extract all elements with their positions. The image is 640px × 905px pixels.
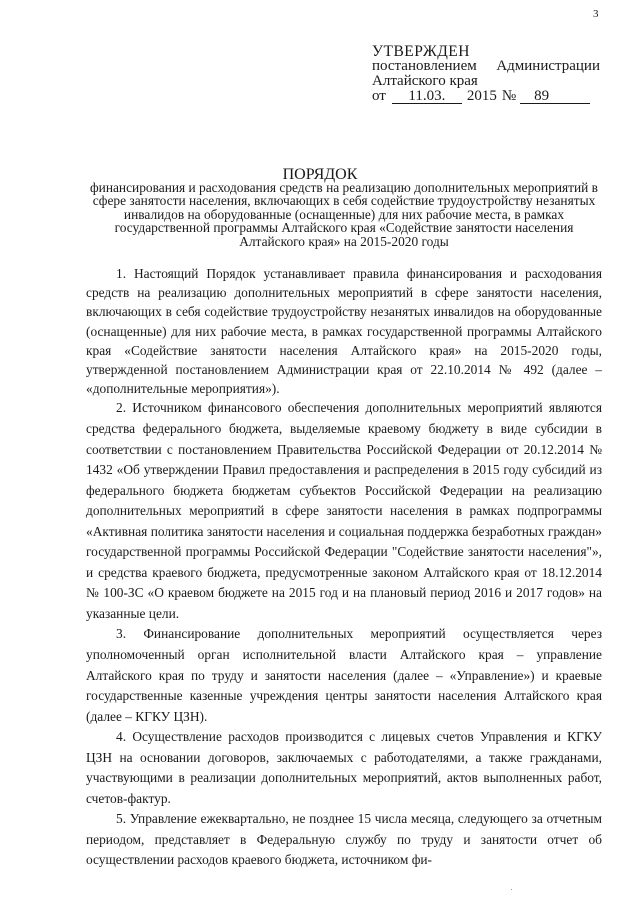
approval-line-2 bbox=[372, 59, 600, 74]
document-subtitle: финансирования и расходования средств на реализацию дополнительных мероприятий в сфере занятости населения, включающих в себя содействие трудоустройству незанятых инвалидов на оборудованные (оснащенные) для них рабочие места, в рамках государственной программы Алтайского края «Содействие занятости населения Алтайского края» на 2015-2020 годы bbox=[89, 180, 598, 249]
paragraph-5: 5. Управление ежеквартально, не позднее 15 числа месяца, следующего за отчетным периодом, представляет в Федеральную службу по труду и занятости отчет об осуществлении расходов краевого бюджета, источником фи- bbox=[86, 811, 602, 868]
paragraph-2: 2. Источником финансового обеспечения дополнительных мероприятий являются средства федерального бюджета, выделяемые краевому бюджету в виде субсидии в соответствии с постановлением Правительства Российской Федерации от 20.12.2014 № 1432 «Об утверждении Правил предоставления и распределения в 2015 году субсидий из федерального бюджета бюджетам субъектов Российской Федерации на реализацию дополнительных мероприятий в сфере занятости населения в рамках подпрограммы «Активная политика занятости населения и социальная поддержка безработных граждан» государственной программы Российской Федерации "Содействие занятости населения"», и средства краевого бюджета, предусмотренные законом Алтайского края от 18.12.2014 № 100-ЗС «О краевом бюджете на 2015 год и на плановый период 2016 и 2017 годов» на указанные цели. bbox=[86, 400, 602, 621]
approval-date-row bbox=[372, 89, 612, 104]
approval-year: 2015 bbox=[466, 88, 497, 104]
approval-line-2-left: постановлением bbox=[372, 58, 477, 74]
approval-date-prefix: от bbox=[372, 88, 386, 104]
paragraph-3: 3. Финансирование дополнительных мероприятий осуществляется через уполномоченный орган исполнительной власти Алтайского края – управление Алтайского края по труду и занятости населения (далее – «Управление») и краевые государственные казенные учреждения центры занятости населения Алтайского края (далее – КГКУ ЦЗН). bbox=[86, 626, 602, 724]
approval-number-sign: № bbox=[501, 88, 517, 104]
scan-speck bbox=[511, 889, 512, 890]
approval-title: УТВЕРЖДЕН bbox=[372, 43, 470, 60]
document-body bbox=[86, 264, 602, 871]
document-title: ПОРЯДОК bbox=[282, 166, 358, 183]
approval-date: 11.03. bbox=[392, 90, 462, 104]
paragraph-1: 1. Настоящий Порядок устанавливает правила финансирования и расходования средств на реализацию дополнительных мероприятий в сфере занятости населения, включающих в себя содействие трудоустройству незанятых инвалидов на оборудованные (оснащенные) для них рабочие места, в рамках государственной программы Алтайского края «Содействие занятости населения Алтайского края» на 2015-2020 годы, утвержденной постановлением Администрации края от 22.10.2014 № 492 (далее – «дополнительные мероприятия»). bbox=[86, 266, 602, 397]
page-number: 3 bbox=[593, 8, 599, 20]
approval-line-2-right: Администрации bbox=[496, 58, 600, 74]
approval-number: 89 bbox=[520, 90, 590, 104]
approval-line-3: Алтайского края bbox=[372, 73, 478, 89]
approval-stamp bbox=[372, 44, 612, 104]
paragraph-4: 4. Осуществление расходов производится с лицевых счетов Управления и КГКУ ЦЗН на основании договоров, заключаемых с работодателями, а также гражданами, участвующими в реализации дополнительных мероприятий, актов выполненных работ, счетов-фактур. bbox=[86, 729, 602, 806]
